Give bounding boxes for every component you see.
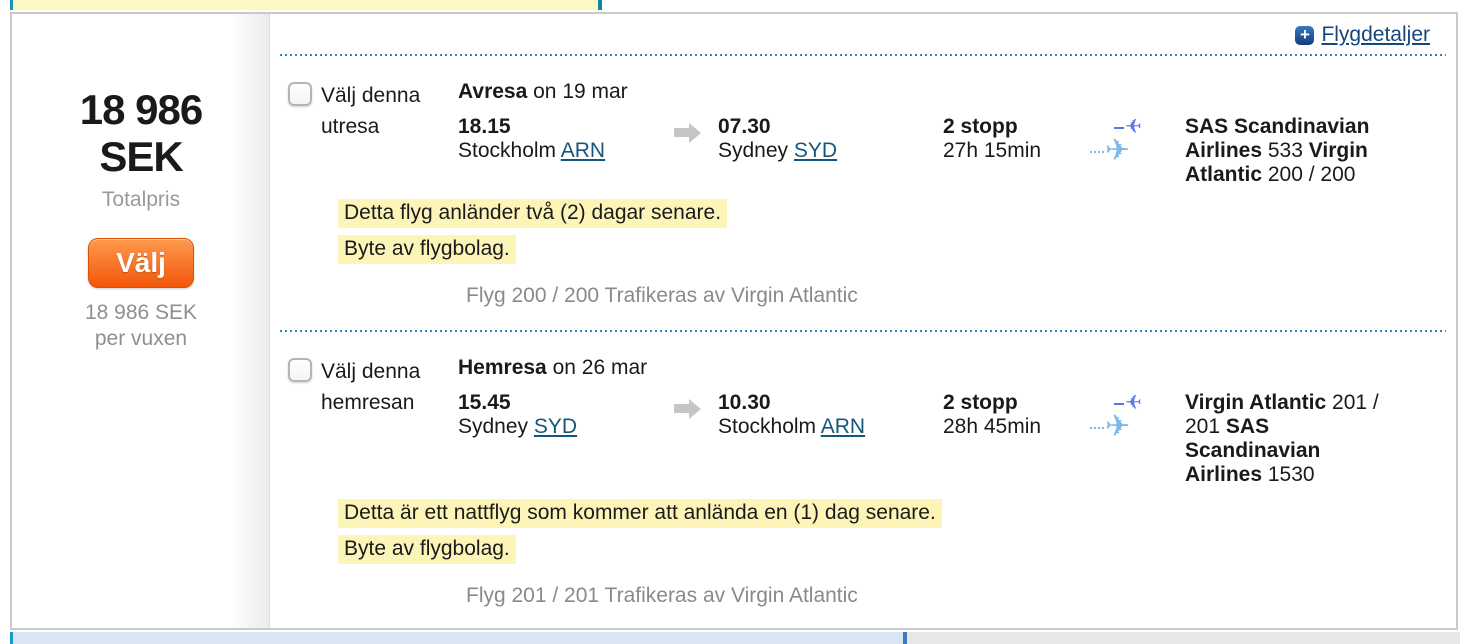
flights-panel [270, 14, 1456, 628]
bottom-row-lightblue-cell [13, 632, 903, 644]
outbound-duration: 27h 15min [943, 139, 1042, 162]
outbound-stops [943, 115, 1090, 187]
flight-details-row [278, 20, 1448, 50]
return-departure-city: Sydney [458, 415, 529, 438]
outbound-planes [1090, 115, 1185, 187]
plane-right-icon: ✈ [1105, 134, 1131, 167]
plane-left-icon: ✈ [1125, 392, 1142, 414]
outbound-airline-1-name: SAS Scandinavian Airlines [1185, 115, 1370, 162]
flight-offer-card [10, 12, 1458, 630]
return-date: on 26 mar [552, 356, 648, 379]
outbound-stops-count: 2 stopp [943, 115, 1018, 138]
plane-trail-dotted [1090, 151, 1104, 153]
per-adult-amount: 18 986 SEK [84, 301, 198, 324]
return-notes [338, 499, 1448, 564]
return-stops-count: 2 stopp [943, 391, 1018, 414]
return-arrival-airport-link[interactable]: ARN [820, 415, 866, 438]
flight-details-link[interactable]: Flygdetaljer [1321, 23, 1430, 46]
segment-return [278, 332, 1448, 608]
return-departure [458, 391, 672, 487]
return-airline-2-number: 1530 [1267, 463, 1315, 486]
return-departure-time: 15.45 [458, 391, 511, 414]
total-price-currency: SEK [99, 133, 183, 180]
plane-trail [1114, 403, 1124, 405]
bottom-row-gray-cell [907, 632, 1460, 644]
arrow-right-icon [674, 404, 689, 413]
segment-outbound [278, 56, 1448, 308]
outbound-header [458, 80, 1448, 104]
outbound-select-cell [278, 80, 458, 187]
top-partial-row [10, 0, 602, 10]
outbound-departure [458, 115, 672, 187]
return-airline-1-name: Virgin Atlantic [1185, 391, 1327, 414]
outbound-operated-by: Flyg 200 / 200 Trafikeras av Virgin Atlantic [466, 284, 858, 307]
outbound-direction: Avresa [458, 80, 528, 103]
total-price [12, 86, 270, 180]
outbound-airline-2-name: Virgin Atlantic [1185, 139, 1368, 186]
outbound-departure-airport-link[interactable]: ARN [560, 139, 606, 162]
outbound-arrow-cell [672, 115, 718, 187]
return-checkbox-label: Välj denna hemresan [321, 360, 421, 414]
return-operated-by: Flyg 201 / 201 Trafikeras av Virgin Atlantic [466, 584, 858, 607]
outbound-date: on 19 mar [533, 80, 628, 103]
total-price-label: Totalpris [101, 188, 181, 211]
return-checkbox[interactable] [288, 358, 312, 382]
return-duration: 28h 45min [943, 415, 1042, 438]
outbound-departure-city: Stockholm [458, 139, 557, 162]
outbound-departure-time: 18.15 [458, 115, 511, 138]
arrow-right-icon [674, 128, 689, 137]
return-departure-airport-link[interactable]: SYD [533, 415, 578, 438]
return-stops [943, 391, 1090, 487]
return-direction: Hemresa [458, 356, 547, 379]
per-adult-price [12, 300, 270, 352]
return-arrival-time: 10.30 [718, 391, 771, 414]
outbound-arrival-time: 07.30 [718, 115, 771, 138]
plane-trail [1114, 127, 1124, 129]
return-note-airline-change: Byte av flygbolag. [338, 535, 516, 564]
return-note-arrival: Detta är ett nattflyg som kommer att anlända en (1) dag senare. [338, 499, 942, 528]
plane-trail-dotted [1090, 427, 1104, 429]
return-airline-1-number: 201 / 201 [1185, 391, 1379, 438]
outbound-note-airline-change: Byte av flygbolag. [338, 235, 516, 264]
outbound-notes [338, 199, 1448, 264]
return-airlines [1185, 391, 1390, 487]
outbound-checkbox[interactable] [288, 82, 312, 106]
outbound-airline-2-number: 200 / 200 [1267, 163, 1356, 186]
total-price-amount: 18 986 [79, 86, 203, 133]
outbound-arrival-city: Sydney [718, 139, 789, 162]
select-offer-button[interactable]: Välj [88, 238, 194, 288]
return-arrow-cell [672, 391, 718, 487]
return-select-cell [278, 356, 458, 487]
return-header [458, 356, 1448, 380]
per-adult-label: per vuxen [94, 327, 188, 350]
plus-icon[interactable]: + [1295, 26, 1314, 45]
price-panel [12, 14, 270, 628]
outbound-airlines [1185, 115, 1390, 187]
outbound-arrival [718, 115, 943, 187]
return-airline-2-name: SAS Scandinavian Airlines [1185, 415, 1321, 486]
outbound-checkbox-label: Välj denna utresa [321, 84, 421, 138]
plane-right-icon: ✈ [1105, 410, 1131, 443]
return-planes [1090, 391, 1185, 487]
return-arrival-city: Stockholm [718, 415, 817, 438]
plane-left-icon: ✈ [1125, 116, 1142, 138]
outbound-airline-1-number: 533 [1267, 139, 1303, 162]
outbound-note-arrival: Detta flyg anländer två (2) dagar senare. [338, 199, 727, 228]
return-arrival [718, 391, 943, 487]
outbound-arrival-airport-link[interactable]: SYD [793, 139, 838, 162]
bottom-partial-row [10, 632, 1460, 644]
